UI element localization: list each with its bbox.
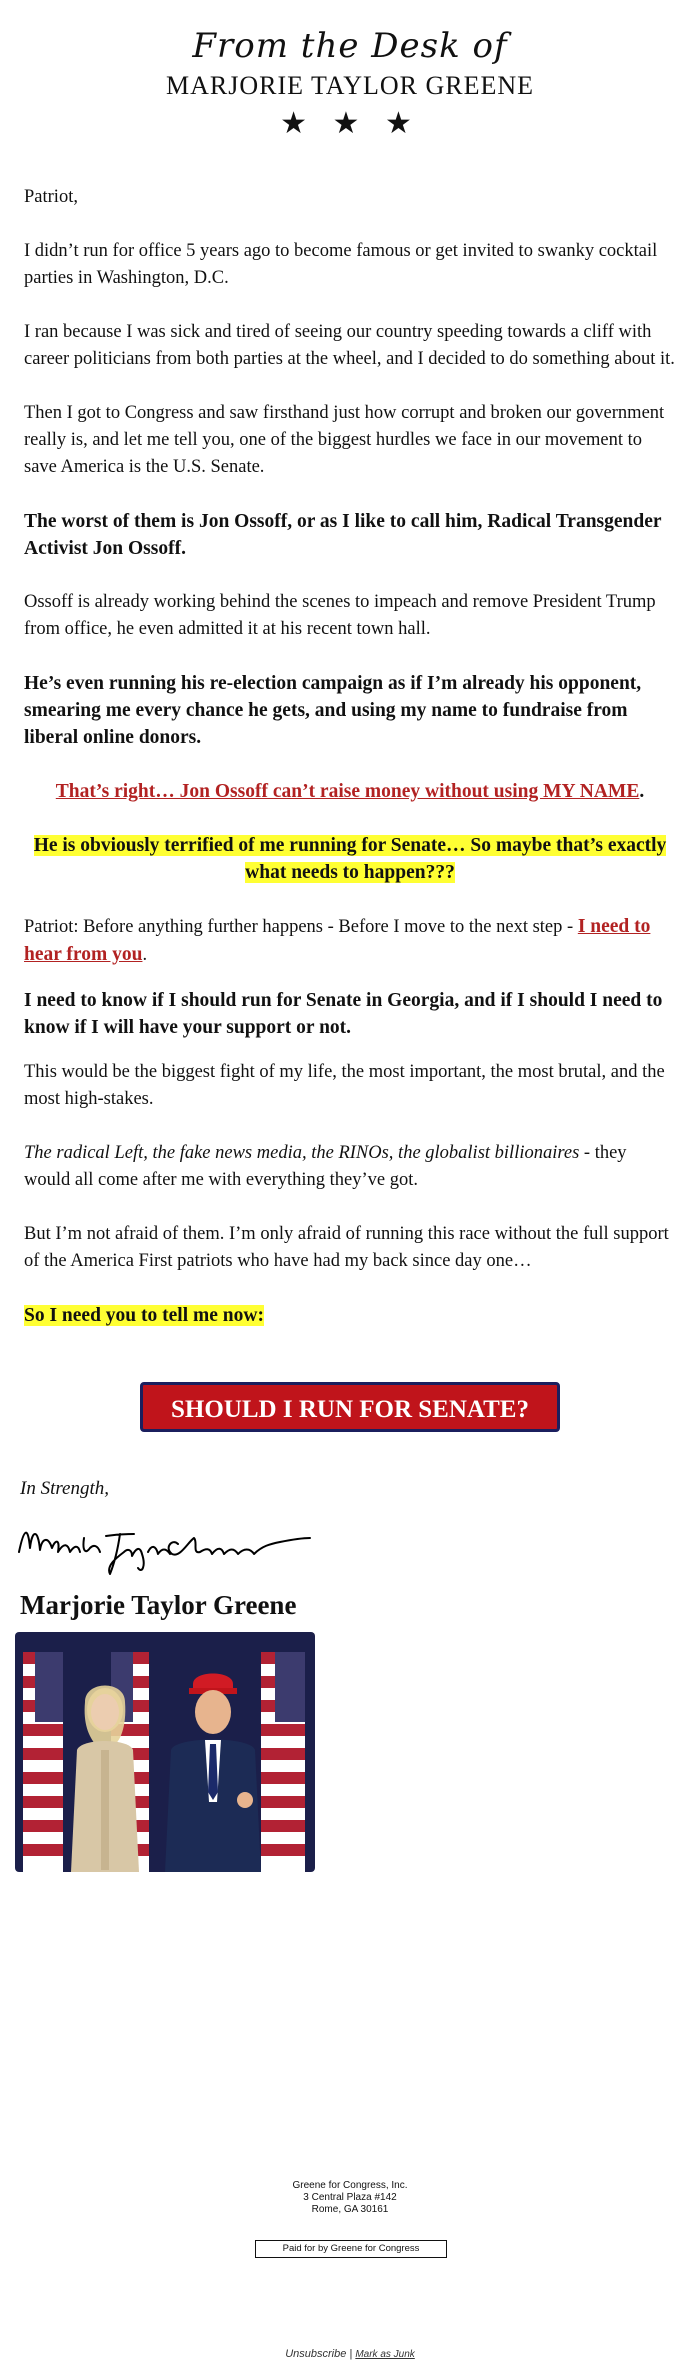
paragraph-10: I need to know if I should run for Senate in Georgia, and if I should I need to know if I will have your support or not. — [24, 990, 663, 1038]
ossoff-my-name-link[interactable]: That’s right… Jon Ossoff can’t raise money without using MY NAME — [55, 781, 640, 802]
paragraph-8 — [24, 832, 676, 886]
paragraph-2: I ran because I was sick and tired of seeing our country speeding towards a cliff with career politicians from both parties at the wheel, and I decided to do something about it. — [24, 322, 675, 369]
paragraph-12 — [24, 1140, 676, 1194]
org-name: Greene for Congress, Inc. — [292, 2180, 408, 2191]
flag-right — [261, 1652, 305, 1872]
paragraph-6: He’s even running his re-election campaign as if I’m already his opponent, smearing me every chance he gets, and using my name to fundraise from liberal online donors. — [24, 673, 642, 748]
paid-for-box: Paid for by Greene for Congress — [255, 2240, 447, 2258]
paragraph-9-end: . — [142, 945, 148, 965]
paragraph-9-start: Patriot: Before anything further happens - Before I move to the next step - — [24, 917, 578, 937]
paragraph-14 — [24, 1302, 676, 1329]
footer-address — [0, 2180, 700, 2216]
paragraph-7 — [24, 778, 676, 805]
photo-with-president — [15, 1632, 315, 1872]
paragraph-9 — [24, 913, 676, 969]
paragraph-13: But I’m not afraid of them. I’m only afraid of running this race without the full support of the America First patriots who have had my back since day one… — [24, 1224, 669, 1271]
paragraph-1: I didn’t run for office 5 years ago to become famous or get invited to swanky cocktail parties in Washington, D.C. — [24, 241, 658, 288]
highlighted-text: He is obviously terrified of me running for Senate… So maybe that’s exactly what needs to happen??? — [33, 835, 667, 883]
run-for-senate-button[interactable]: SHOULD I RUN FOR SENATE? — [140, 1382, 560, 1432]
signer-name: Marjorie Taylor Greene — [20, 1590, 297, 1620]
paragraph-11: This would be the biggest fight of my life, the most important, the most brutal, and the most high-stakes. — [24, 1062, 665, 1109]
name-title: MARJORIE TAYLOR GREENE — [165, 71, 535, 100]
separator: | — [346, 2348, 356, 2360]
paragraph-12-rest: - they would all come after me with everything they’ve got. — [24, 1143, 627, 1190]
address-line-1: 3 Central Plaza #142 — [303, 2192, 397, 2203]
email-header — [0, 24, 700, 142]
script-title: From the Desk of — [192, 26, 508, 66]
unsubscribe-link[interactable]: Unsubscribe — [285, 2348, 347, 2360]
greeting: Patriot, — [24, 187, 78, 207]
letter-body — [24, 184, 676, 1356]
flag-left — [23, 1652, 63, 1872]
address-line-2: Rome, GA 30161 — [311, 2204, 389, 2215]
need-to-hear-link[interactable]: I need to hear from you — [24, 916, 651, 965]
highlighted-ask: So I need you to tell me now: — [24, 1305, 264, 1326]
paragraph-4: The worst of them is Jon Ossoff, or as I like to call him, Radical Transgender Activist Jon Ossoff. — [24, 511, 662, 559]
mark-as-junk-link[interactable]: Mark as Junk — [355, 2349, 415, 2360]
stars-decoration: ★ ★ ★ — [280, 106, 420, 141]
paragraph-3: Then I got to Congress and saw firsthand just how corrupt and broken our government really is, and let me tell you, one of the biggest hurdles we face in our movement to save America is the U.S. Senate. — [24, 403, 665, 477]
cta-container — [0, 1382, 700, 1432]
closing-text: In Strength, — [20, 1478, 110, 1499]
handwritten-signature — [14, 1508, 324, 1580]
unsubscribe-bar — [0, 2348, 700, 2360]
paragraph-7-end: . — [639, 781, 645, 802]
paragraph-12-italic: The radical Left, the fake news media, the RINOs, the globalist billionaires — [24, 1143, 580, 1163]
paragraph-5: Ossoff is already working behind the scenes to impeach and remove President Trump from office, he even admitted it at his recent town hall. — [24, 592, 656, 639]
